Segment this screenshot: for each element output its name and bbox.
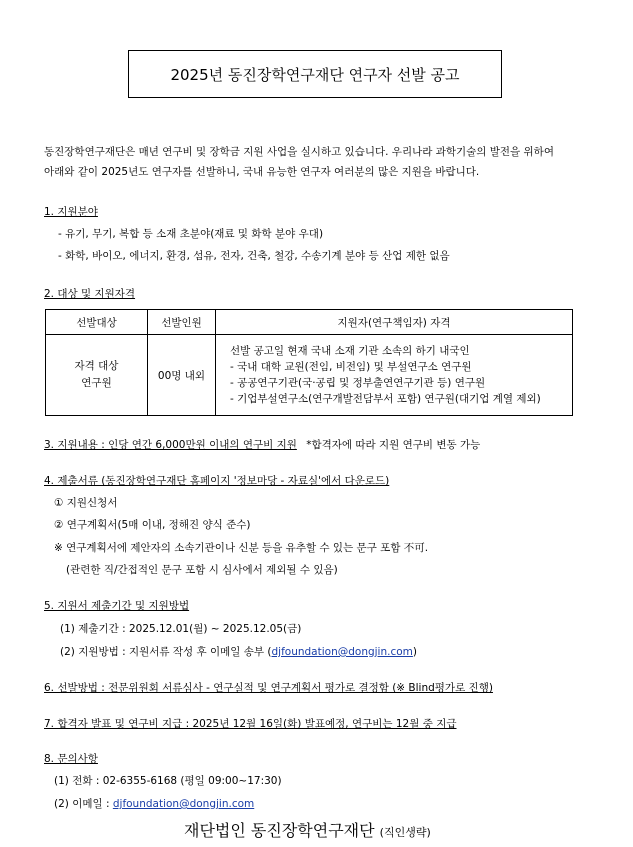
- qualification-cell: [216, 335, 573, 416]
- seal-note: (직인생략): [379, 826, 431, 839]
- organization-name: 재단법인 동진장학연구재단: [184, 821, 375, 840]
- list-item: ② 연구계획서(5매 이내, 정해진 양식 준수): [54, 519, 251, 531]
- email-link[interactable]: djfoundation@dongjin.com: [112, 798, 255, 810]
- intro-paragraph: [44, 142, 604, 182]
- email-link[interactable]: djfoundation@dongjin.com: [271, 646, 413, 658]
- section-heading-selection: 6. 선발방법 : 전문위원회 서류심사 - 연구실적 및 연구계획서 평가로 결정함 (※ Blind평가로 진행): [44, 682, 493, 694]
- section-heading-eligibility: 2. 대상 및 지원자격: [44, 288, 136, 300]
- submission-period: (1) 제출기간 : 2025.12.01(월) ~ 2025.12.05(금): [60, 623, 302, 635]
- intro-line: 동진장학연구재단은 매년 연구비 및 장학금 지원 사업을 실시하고 있습니다. 우리나라 과학기술의 발전을 위하여: [44, 146, 554, 158]
- section-heading-announcement: 7. 합격자 발표 및 연구비 지급 : 2025년 12월 16일(화) 발표예정, 연구비는 12월 중 지급: [44, 718, 457, 730]
- qualification-line: - 국내 대학 교원(전임, 비전임) 및 부설연구소 연구원: [230, 361, 472, 373]
- section-support-content: [44, 437, 480, 452]
- list-item: ① 지원신청서: [54, 497, 118, 509]
- section-heading-documents: 4. 제출서류 (동진장학연구재단 홈페이지 '정보마당 - 자료실'에서 다운로드): [44, 475, 390, 487]
- intro-line: 아래와 같이 2025년도 연구자를 선발하니, 국내 유능한 연구자 여러분의 많은 지원을 바랍니다.: [44, 166, 480, 178]
- table-row: [46, 335, 573, 416]
- qualification-line: - 기업부설연구소(연구개발전담부서 포함) 연구원(대기업 계열 제외): [230, 393, 541, 405]
- table-header-row: [46, 310, 573, 335]
- table-header: 선발인원: [148, 310, 216, 335]
- table-header: 선발대상: [46, 310, 148, 335]
- qualification-line: 선발 공고일 현재 국내 소재 기관 소속의 하기 내국인: [230, 345, 470, 357]
- notice-item: ※ 연구계획서에 제안자의 소속기관이나 신분 등을 유추할 수 있는 문구 포함 不可.: [54, 542, 429, 554]
- eligibility-table: [45, 309, 573, 416]
- target-cell: 자격 대상 연구원: [46, 335, 148, 416]
- section-heading-submission: 5. 지원서 제출기간 및 지원방법: [44, 600, 190, 612]
- section-heading-support-field: 1. 지원분야: [44, 206, 98, 218]
- section-heading-inquiry: 8. 문의사항: [44, 753, 98, 765]
- qualification-line: - 공공연구기관(국·공립 및 정부출연연구기관 등) 연구원: [230, 377, 486, 389]
- page-title: 2025년 동진장학연구재단 연구자 선발 공고: [128, 50, 502, 98]
- notice-item: (관련한 직/간접적인 문구 포함 시 심사에서 제외될 수 있음): [66, 564, 338, 576]
- support-note: *합격자에 따라 지원 연구비 변동 가능: [306, 439, 481, 451]
- table-header: 지원자(연구책임자) 자격: [216, 310, 573, 335]
- list-item: - 화학, 바이오, 에너지, 환경, 섬유, 전자, 건축, 철강, 수송기계 분야 등 산업 제한 없음: [58, 250, 450, 262]
- count-cell: 00명 내외: [148, 335, 216, 416]
- inquiry-phone: (1) 전화 : 02-6355-6168 (평일 09:00~17:30): [54, 775, 282, 787]
- list-item: - 유기, 무기, 복합 등 소재 초분야(재료 및 화학 분야 우대): [58, 228, 324, 240]
- footer-signature: [184, 818, 431, 841]
- submission-method: (2) 지원방법 : 지원서류 작성 후 이메일 송부 (djfoundation@dongjin.com): [60, 646, 417, 658]
- inquiry-email: (2) 이메일 : djfoundation@dongjin.com: [54, 798, 255, 810]
- section-heading-support-content: 3. 지원내용 : 인당 연간 6,000만원 이내의 연구비 지원: [44, 439, 297, 451]
